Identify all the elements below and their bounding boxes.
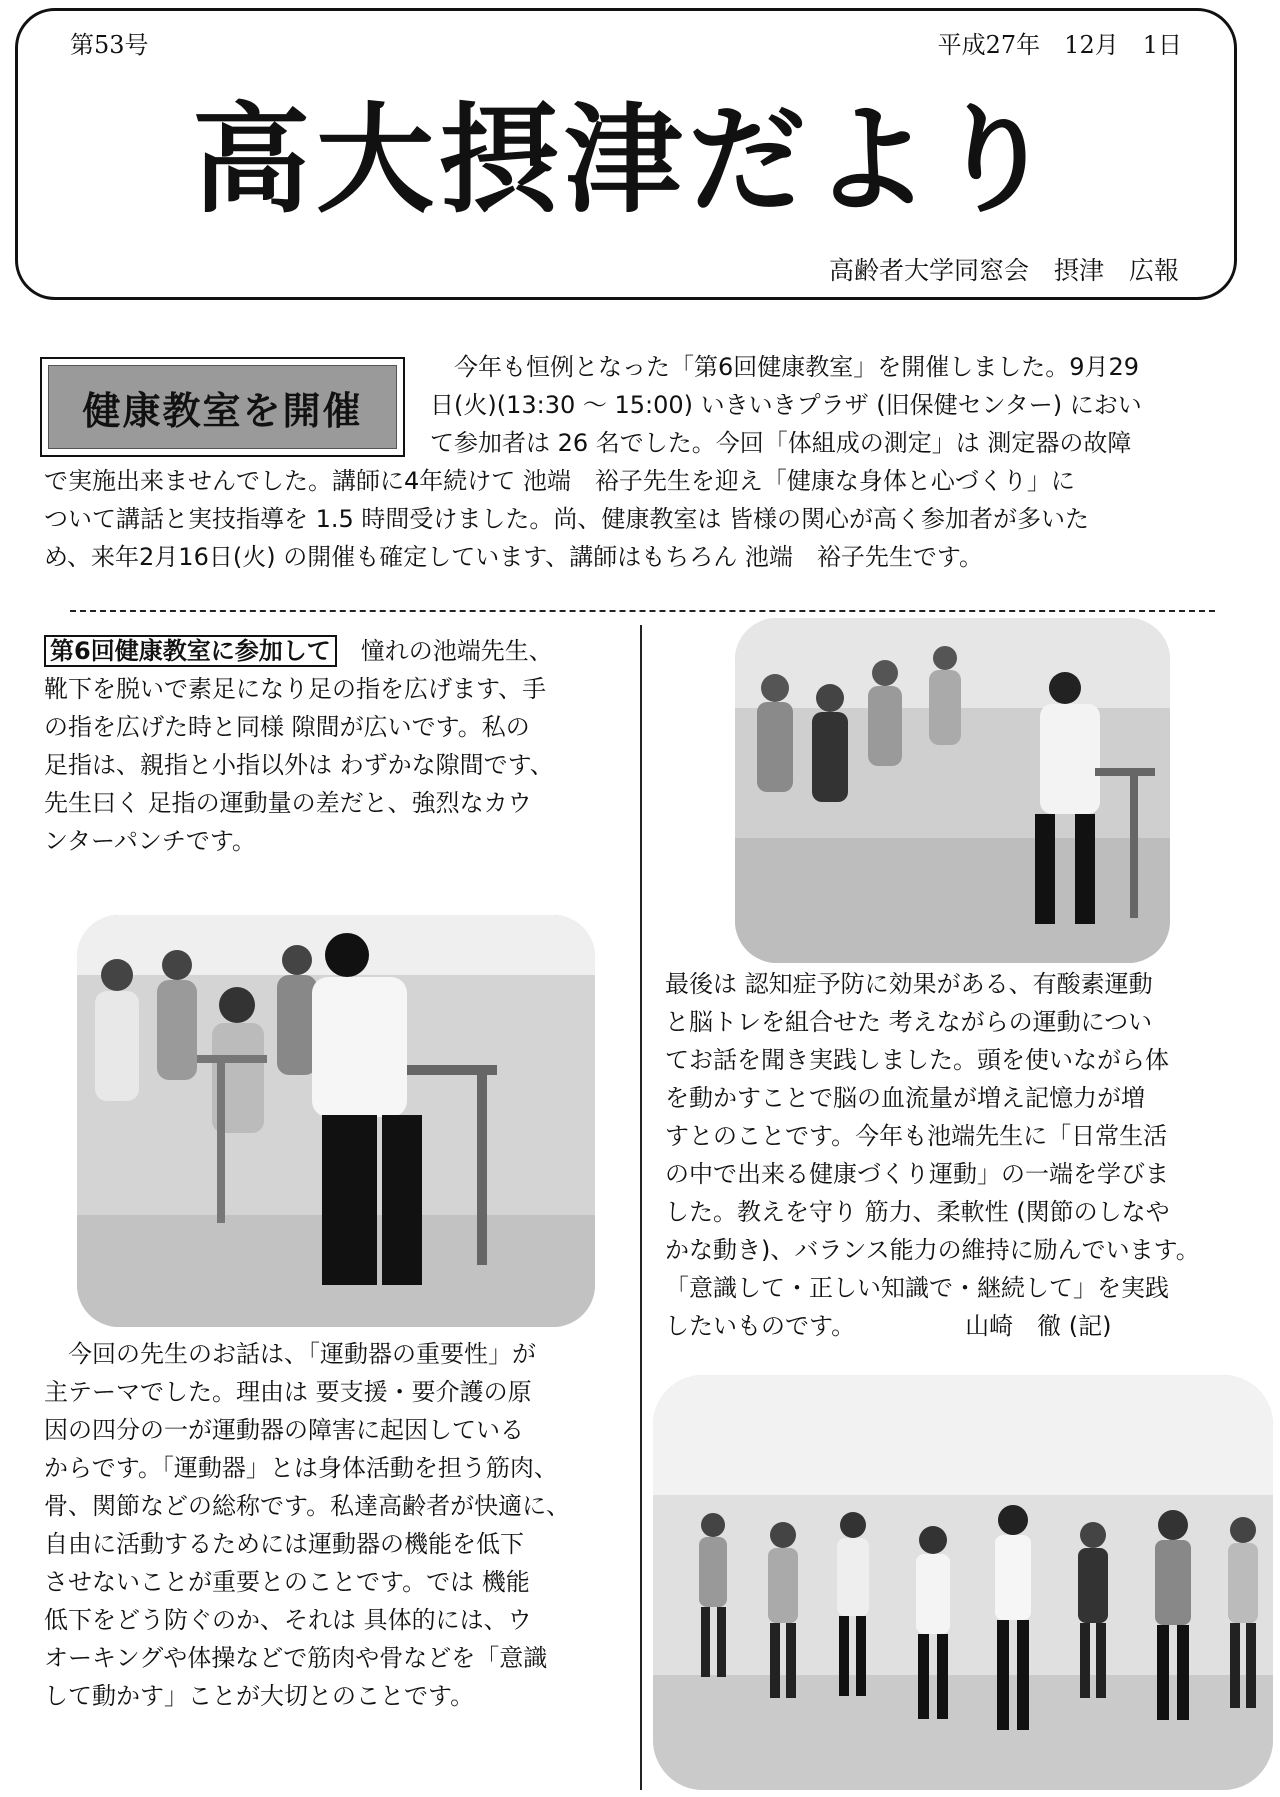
intro-line: め、来年2月16日(火) の開催も確定しています、講師はもちろん 池端 裕子先生です。	[44, 543, 983, 571]
intro-line: ついて講話と実技指導を 1.5 時間受けました。尚、健康教室は 皆様の関心が高く参加者が多いた	[44, 505, 1090, 533]
article-line: 「意識して・正しい知識で・継続して」を実践	[665, 1274, 1169, 1302]
photo-group-exercise	[653, 1375, 1273, 1790]
photo-class-seated	[735, 618, 1170, 963]
article-line: 因の四分の一が運動器の障害に起因している	[44, 1416, 524, 1444]
issue-date: 平成27年 12月 1日	[937, 31, 1182, 59]
article-line: かな動き)、バランス能力の維持に励んでいます。	[665, 1236, 1200, 1264]
closing-text: したいものです。	[665, 1312, 856, 1340]
article-line: 主テーマでした。理由は 要支援・要介護の原	[44, 1378, 532, 1406]
article-line: と脳トレを組合せた 考えながらの運動につい	[665, 1008, 1153, 1036]
masthead	[15, 8, 1237, 300]
intro-text-full	[44, 462, 1240, 576]
photo-instructor-demo	[77, 915, 595, 1327]
article-line: 低下をどう防ぐのか、それは 具体的には、ウ	[44, 1606, 532, 1634]
headline: 健康教室を開催	[48, 365, 397, 449]
article-left-top	[44, 632, 624, 860]
article-line: の指を広げた時と同様 隙間が広いです。私の	[44, 713, 530, 741]
article-line: を動かすことで脳の血流量が増え記憶力が増	[665, 1084, 1145, 1112]
article-line: 靴下を脱いで素足になり足の指を広げます、手	[44, 675, 547, 703]
article-line: オーキングや体操などで筋肉や骨などを「意識	[44, 1644, 548, 1672]
article-closing-line	[665, 1307, 1250, 1345]
intro-line: で実施出来ませんでした。講師に4年続けて 池端 裕子先生を迎え「健康な身体と心づくり」に	[44, 467, 1075, 495]
column-divider	[640, 625, 642, 1790]
intro-line: て参加者は 26 名でした。今回「体組成の測定」は 測定器の故障	[430, 429, 1132, 457]
author-signature: 山崎 徹 (記)	[965, 1312, 1112, 1340]
article-first-line	[44, 632, 624, 670]
intro-text-right	[430, 348, 1240, 462]
intro-line: 今年も恒例となった「第6回健康教室」を開催しました。9月29	[430, 353, 1140, 381]
article-line: 先生曰く 足指の運動量の差だと、強烈なカウ	[44, 789, 532, 817]
article-line: ンターパンチです。	[44, 827, 256, 855]
section-divider	[70, 610, 1215, 612]
publisher: 高齢者大学同窓会 摂津 広報	[828, 256, 1179, 285]
article-first-line-rest: 憧れの池端先生、	[336, 637, 553, 665]
article-line: 自由に活動するためには運動器の機能を低下	[44, 1530, 524, 1558]
article-line: からです。「運動器」とは身体活動を担う筋肉、	[44, 1454, 558, 1482]
article-line: 骨、関節などの総称です。私達高齢者が快適に、	[44, 1492, 571, 1520]
article-line: して動かす」ことが大切とのことです。	[44, 1682, 475, 1710]
article-line: 最後は 認知症予防に効果がある、有酸素運動	[665, 970, 1153, 998]
article-line: 足指は、親指と小指以外は わずかな隙間です、	[44, 751, 554, 779]
article-line: 今回の先生のお話は、「運動器の重要性」が	[44, 1340, 536, 1368]
article-subhead: 第6回健康教室に参加して	[44, 635, 337, 667]
article-line: てお話を聞き実践しました。頭を使いながら体	[665, 1046, 1169, 1074]
article-line: させないことが重要とのことです。では 機能	[44, 1568, 530, 1596]
article-right	[665, 965, 1250, 1345]
article-line: すとのことです。今年も池端先生に「日常生活	[665, 1122, 1168, 1150]
issue-number: 第53号	[70, 31, 149, 59]
article-line: の中で出来る健康づくり運動」の一端を学びま	[665, 1160, 1169, 1188]
headline-box	[40, 357, 405, 457]
article-left-bottom	[44, 1335, 624, 1715]
newsletter-title: 高大摂津だより	[191, 90, 1060, 229]
article-line: した。教えを守り 筋力、柔軟性 (関節のしなや	[665, 1198, 1170, 1226]
intro-line: 日(火)(13:30 〜 15:00) いきいきプラザ (旧保健センター) におい	[430, 391, 1142, 419]
